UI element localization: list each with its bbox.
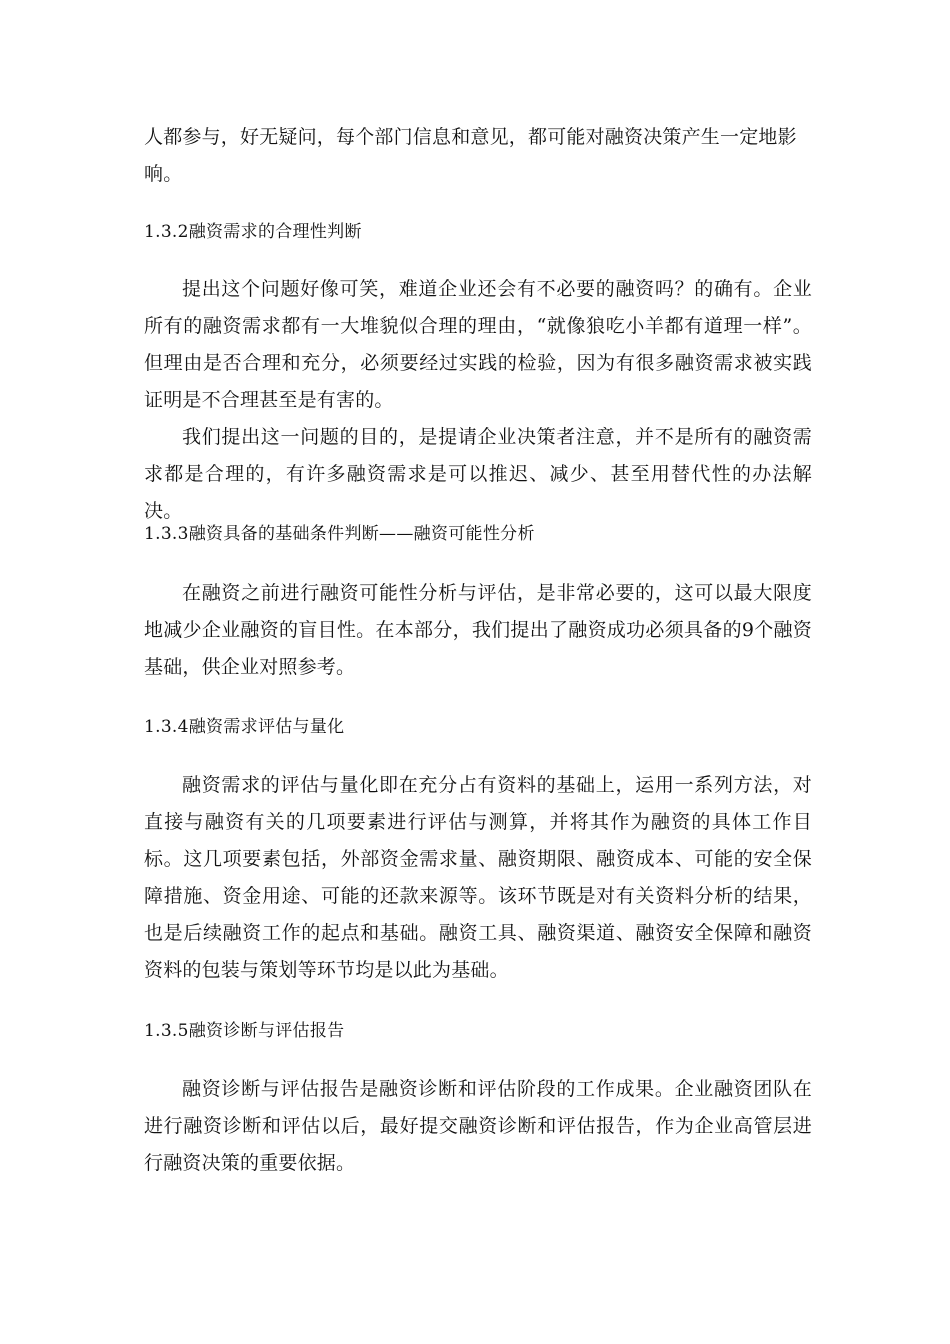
section-1-3-3-paragraph-1: 在融资之前进行融资可能性分析与评估，是非常必要的，这可以最大限度地减少企业融资的盲目性。在本部分，我们提出了融资成功必须具备的9个融资基础，供企业对照参考。 xyxy=(144,582,812,678)
section-1-3-2-paragraph-1: 提出这个问题好像可笑，难道企业还会有不必要的融资吗？的确有。企业所有的融资需求都有一大堆貌似合理的理由，“就像狼吃小羊都有道理一样”。但理由是否合理和充分，必须要经过实践的检验，因为有很多融资需求被实践证明是不合理甚至是有害的。 xyxy=(144,278,812,411)
section-heading-1-3-5: 1.3.5融资诊断与评估报告 xyxy=(144,1021,345,1041)
section-1-3-5-paragraph-1: 融资诊断与评估报告是融资诊断和评估阶段的工作成果。企业融资团队在进行融资诊断和评估以后，最好提交融资诊断和评估报告，作为企业高管层进行融资决策的重要依据。 xyxy=(144,1078,812,1174)
section-1-3-4-paragraph-1: 融资需求的评估与量化即在充分占有资料的基础上，运用一系列方法，对直接与融资有关的几项要素进行评估与测算，并将其作为融资的具体工作目标。这几项要素包括，外部资金需求量、融资期限、融资成本、可能的安全保障措施、资金用途、可能的还款来源等。该环节既是对有关资料分析的结果，也是后续融资工作的起点和基础。融资工具、融资渠道、融资安全保障和融资资料的包装与策划等环节均是以此为基础。 xyxy=(144,774,812,981)
section-1-3-2-paragraph-2: 我们提出这一问题的目的，是提请企业决策者注意，并不是所有的融资需求都是合理的，有许多融资需求是可以推迟、减少、甚至用替代性的办法解决。 xyxy=(144,426,812,522)
section-heading-1-3-3: 1.3.3融资具备的基础条件判断——融资可能性分析 xyxy=(144,524,535,544)
continuation-paragraph: 人都参与，好无疑问，每个部门信息和意见，都可能对融资决策产生一定地影响。 xyxy=(144,126,797,185)
section-heading-1-3-2: 1.3.2融资需求的合理性判断 xyxy=(144,222,362,242)
section-heading-1-3-4: 1.3.4融资需求评估与量化 xyxy=(144,717,345,737)
